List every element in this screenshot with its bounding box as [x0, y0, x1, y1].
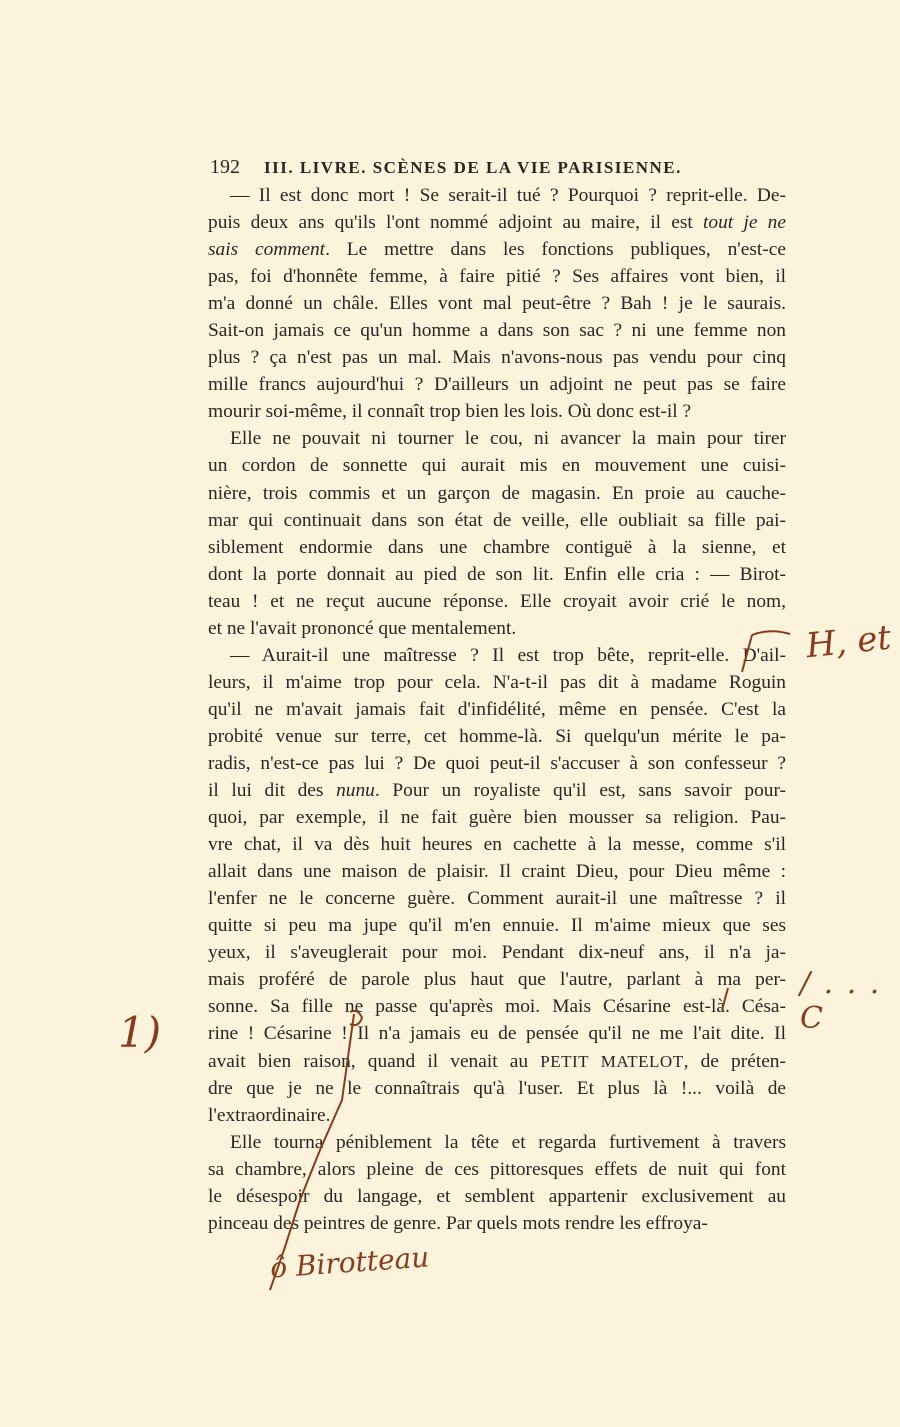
text-line: sa chambre, alors pleine de ces pittoresques effets de nuit qui font: [208, 1158, 786, 1180]
proof-stroke-2: [752, 631, 790, 635]
text-line: allait dans une maison de plaisir. Il craint Dieu, pour Dieu même :: [208, 861, 786, 883]
text-line: mar qui continuait dans son état de veille, elle oubliait sa fille pai-: [208, 509, 786, 531]
text-line: le désespoir du langage, et semblent appartenir exclusivement au: [208, 1185, 786, 1207]
annotation-left: 1): [118, 1008, 162, 1057]
text-line: pinceau des peintres de genre. Par quels mots rendre les effroya-: [208, 1212, 708, 1234]
text-line: pas, foi d'honnête femme, à faire pitié ? Ses affaires vont bien, il: [208, 266, 786, 288]
running-title: III. LIVRE. SCÈNES DE LA VIE PARISIENNE.: [264, 158, 682, 177]
proof-stroke-3: [722, 988, 728, 1010]
text-line: vre chat, il va dès huit heures en cachette à la messe, comme s'il: [208, 834, 786, 856]
text-line: avait bien raison, quand il venait au PETIT MATELOT, de préten-: [208, 1050, 786, 1072]
text-line: qu'il ne m'avait jamais fait d'infidélité, même en pensée. C'est la: [208, 698, 786, 720]
page-number: 192: [210, 156, 240, 178]
text-line: leurs, il m'aime trop pour cela. N'a-t-il pas dit à madame Roguin: [208, 671, 786, 693]
text-line: quitte si peu ma jupe qu'il m'en ennuie. Il m'aime mieux que ses: [208, 915, 786, 937]
text-line: yeux, il s'aveuglerait pour moi. Pendant dix-neuf ans, il n'a ja-: [208, 942, 786, 964]
annotation-bottom: ô Birotteau: [269, 1240, 431, 1285]
text-line: Sait-on jamais ce qu'un homme a dans son sac ? ni une femme non: [208, 320, 786, 342]
text-line: — Aurait-il une maîtresse ? Il est trop bête, reprit-elle. D'ail-: [230, 644, 786, 666]
text-line: un cordon de sonnette qui aurait mis en mouvement une cuisi-: [208, 455, 786, 477]
text-line: sonne. Sa fille ne passe qu'après moi. Mais Césarine est-là. Césa-: [208, 996, 786, 1018]
text-line: dre que je ne le connaîtrais qu'à l'user. Et plus là !... voilà de: [208, 1077, 786, 1099]
annotation-right-top: H, et: [804, 617, 893, 667]
text-line: mais proféré de parole plus haut que l'autre, parlant à ma per-: [208, 969, 786, 991]
text-line: teau ! et ne reçut aucune réponse. Elle croyait avoir crié le nom,: [208, 590, 786, 612]
text-line: radis, n'est-ce pas lui ? De quoi peut-il s'accuser à son confesseur ?: [208, 752, 786, 774]
text-line: il lui dit des nunu. Pour un royaliste qu'il est, sans savoir pour-: [208, 780, 786, 802]
text-line: rine ! Césarine ! Il n'a jamais eu de pensée qu'il ne me l'ait dite. Il: [208, 1023, 786, 1045]
text-line: plus ? ça n'est pas un mal. Mais n'avons-nous pas vendu pour cinq: [208, 347, 786, 369]
text-line: Elle tourna péniblement la tête et regarda furtivement à travers: [230, 1131, 786, 1153]
text-line: l'extraordinaire.: [208, 1104, 331, 1126]
text-line: mourir soi-même, il connaît trop bien les lois. Où donc est-il ?: [208, 401, 692, 423]
text-line: et ne l'avait prononcé que mentalement.: [208, 617, 517, 639]
text-line: nière, trois commis et un garçon de magasin. En proie au cauche-: [208, 482, 786, 504]
text-line: dont la porte donnait au pied de son lit. Enfin elle cria : — Birot-: [208, 563, 786, 585]
text-line: siblement endormie dans une chambre contiguë à la sienne, et: [208, 536, 786, 558]
text-line: mille francs aujourd'hui ? D'ailleurs un adjoint ne peut pas se faire: [208, 374, 786, 396]
text-line: sais comment. Le mettre dans les fonctions publiques, n'est-ce: [208, 239, 786, 261]
text-line: m'a donné un châle. Elles vont mal peut-être ? Bah ! je le saurais.: [208, 293, 786, 315]
text-line: probité venue sur terre, cet homme-là. Si quelqu'un mérite le pa-: [208, 725, 786, 747]
text-line: quoi, par exemple, il ne fait guère bien mousser sa religion. Pau-: [208, 807, 786, 829]
text-line: puis deux ans qu'ils l'ont nommé adjoint au maire, il est tout je ne: [208, 212, 786, 234]
text-line: l'enfer ne le concerne guère. Comment aurait-il une maîtresse ? il: [208, 888, 786, 910]
proof-stroke-1: [742, 635, 752, 672]
annotation-right-mid: / . . . C: [800, 966, 882, 1036]
text-line: Elle ne pouvait ni tourner le cou, ni avancer la main pour tirer: [230, 428, 786, 450]
text-line: — Il est donc mort ! Se serait-il tué ? Pourquoi ? reprit-elle. De-: [230, 185, 786, 206]
proof-stroke-4: [270, 1014, 354, 1290]
